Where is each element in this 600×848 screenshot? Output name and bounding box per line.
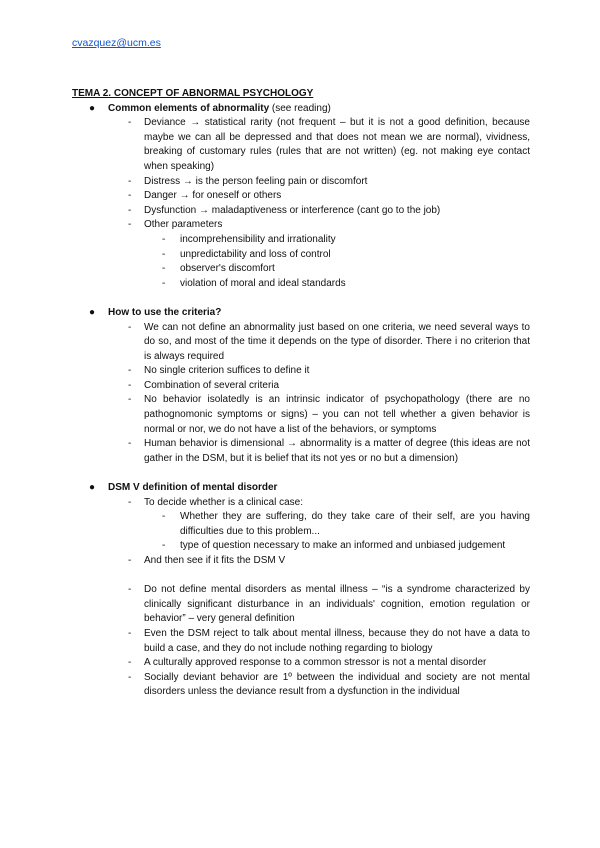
dash-marker: - [162,248,166,260]
list-item-text: Distress → is the person feeling pain or discomfort [144,175,368,187]
sub-list-item-text: type of question necessary to make an informed and unbiased judgement [180,540,506,552]
sub-list-item-text: Whether they are suffering, do they take care of their self, are you having difficulties due to this problem... [180,511,530,537]
document-title: TEMA 2. CONCEPT OF ABNORMAL PSYCHOLOGY [72,88,314,99]
sub-list-item [72,248,530,263]
section-heading [72,306,530,321]
list-item [72,204,530,219]
list-item [72,116,530,174]
list-item-text: To decide whether is a clinical case: [144,496,303,508]
section-heading-label: How to use the criteria? [108,306,222,318]
list-item-text: No behavior isolatedly is an intrinsic indicator of psychopathology (there are no pathognomonic symptoms or signs) – you can not tell whether a given behavior is normal or nor, we do not have a list of the behaviors, or symptoms [144,394,530,435]
list-item-text: Socially deviant behavior are 1º between the individual and society are not mental disorders unless the deviance result from a dysfunction in the individual [144,671,530,698]
bullet-icon: ● [89,102,96,114]
sub-list-item-text: observer's discomfort [180,263,275,275]
sub-list-item [72,539,530,554]
list-item [72,656,530,671]
dash-marker: - [128,175,132,187]
dash-marker: - [128,627,132,639]
list-item-text: Danger → for oneself or others [144,190,282,202]
sub-list-item-text: incomprehensibility and irrationality [180,233,336,245]
sub-list-item [72,277,530,292]
dash-marker: - [162,233,166,245]
list-item [72,189,530,204]
list-item-text: Deviance → statistical rarity (not frequent – but it is not a good definition, because maybe we can all be depressed and that does not mean we are normal), vividness, breaking of customary rules (rules that are not written) (eg. not making eye contact when speaking) [144,117,530,172]
section-heading [72,481,530,496]
dash-marker: - [128,117,132,129]
bullet-icon: ● [89,306,96,318]
sub-list-item [72,262,530,277]
author-email-link[interactable]: cvazquez@ucm.es [72,37,161,49]
document-body [72,87,530,700]
list-item-text: A culturally approved response to a common stressor is not a mental disorder [144,657,487,669]
list-item [72,393,530,437]
dash-marker: - [128,555,132,566]
list-item [72,554,530,569]
list-item-text: Other parameters [144,219,223,231]
bullet-icon: ● [89,482,96,494]
dash-marker: - [162,540,166,552]
list-item [72,364,530,379]
sub-list-item [72,510,530,539]
list-item-text: Dysfunction → maladaptiveness or interference (cant go to the job) [144,204,441,216]
list-item [72,583,530,627]
list-item-text: Even the DSM reject to talk about mental illness, because they do not have a data to build a case, and they do not include nothing regarding to biology [144,627,530,654]
dash-marker: - [128,321,132,333]
list-item [72,627,530,656]
list-item [72,218,530,233]
dash-marker: - [162,263,166,275]
sub-list-item-text: violation of moral and ideal standards [180,277,346,289]
list-item [72,671,530,700]
dash-marker: - [128,584,132,596]
dash-marker: - [128,394,132,406]
dash-marker: - [128,190,132,202]
section-heading-label: Common elements of abnormality [108,102,270,114]
list-item-text: No single criterion suffices to define it [144,365,310,377]
list-item [72,496,530,511]
dash-marker: - [128,657,132,669]
list-item-text: Do not define mental disorders as mental illness – “is a syndrome characterized by clinically significant disturbance in an individuals' cognition, emotion regulation or behavior” – very general definition [144,584,530,625]
list-item [72,175,530,190]
dash-marker: - [128,204,132,216]
dash-marker: - [128,671,132,683]
section-heading-note: (see reading) [269,102,331,114]
dash-marker: - [128,365,132,377]
dash-marker: - [162,277,166,289]
dash-marker: - [128,379,132,391]
section-heading-label: DSM V definition of mental disorder [108,482,278,494]
section-heading [72,102,530,117]
list-item-text: Human behavior is dimensional → abnormality is a matter of degree (this ideas are not gather in the DSM, but it is belief that its not yes or no but a dimension) [144,438,530,464]
list-item [72,321,530,365]
sub-list-item [72,233,530,248]
dash-marker: - [128,219,132,231]
dash-marker: - [128,438,132,450]
sub-list-item-text: unpredictability and loss of control [180,248,331,260]
list-item [72,379,530,394]
list-item-text: And then see if it fits the DSM V [144,555,286,566]
dash-marker: - [128,496,132,508]
list-item-text: Combination of several criteria [144,379,280,391]
dash-marker: - [162,511,166,523]
list-item-text: We can not define an abnormality just based on one criteria, we need several ways to do so, and most of the time it depends on the type of disorder. There i no criterion that is always required [144,321,530,362]
list-item [72,437,530,466]
